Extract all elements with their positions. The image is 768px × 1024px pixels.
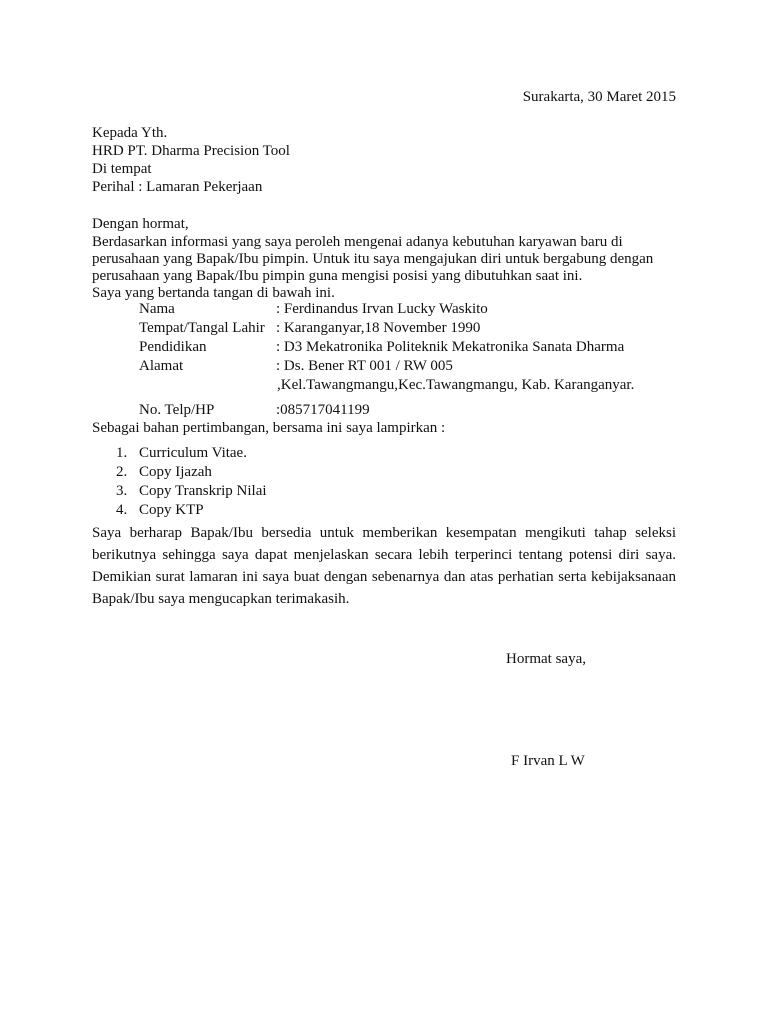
recipient-salutation: Kepada Yth.: [92, 125, 168, 141]
intro-paragraph: [92, 233, 653, 301]
recipient-company: HRD PT. Dharma Precision Tool: [92, 143, 290, 159]
field-label: Pendidikan: [139, 339, 207, 355]
list-label: Copy Transkrip Nilai: [139, 483, 267, 499]
address-continuation: ,Kel.Tawangmangu,Kec.Tawangmangu, Kab. Karanganyar.: [277, 377, 635, 393]
field-value: : Ferdinandus Irvan Lucky Waskito: [276, 301, 488, 317]
list-item: [116, 444, 267, 463]
closing-line: Demikian surat lamaran ini saya buat dengan sebenarnya dan atas perhatian serta kebijaksanaan: [92, 569, 676, 585]
intro-line: perusahaan yang Bapak/Ibu pimpin. Untuk itu saya mengajukan diri untuk bergabung dengan: [92, 251, 654, 267]
letter-subject: Perihal : Lamaran Pekerjaan: [92, 179, 263, 195]
field-row-address: [139, 357, 624, 376]
attachments-intro: Sebagai bahan pertimbangan, bersama ini saya lampirkan :: [92, 420, 446, 436]
signature-name: F Irvan L W: [511, 753, 585, 769]
field-value: : D3 Mekatronika Politeknik Mekatronika Sanata Dharma: [276, 339, 625, 355]
closing-line: Saya berharap Bapak/Ibu bersedia untuk memberikan kesempatan mengikuti tahap seleksi: [92, 525, 676, 541]
attachments-list: [116, 444, 267, 520]
field-row-phone: [139, 401, 370, 419]
list-number: 3.: [116, 483, 128, 499]
list-item: [116, 482, 267, 501]
field-row-birth: [139, 319, 624, 338]
intro-line: perusahaan yang Bapak/Ibu pimpin guna mengisi posisi yang dibutuhkan saat ini.: [92, 268, 583, 284]
list-label: Curriculum Vitae.: [139, 445, 247, 461]
field-label: No. Telp/HP: [139, 402, 215, 418]
list-number: 4.: [116, 502, 128, 518]
closing-paragraph: [92, 522, 676, 610]
field-value: : Karanganyar,18 November 1990: [276, 320, 481, 336]
closing-line: berikutnya sehingga saya dapat menjelaskan secara lebih terperinci tentang potensi diri saya.: [92, 547, 676, 563]
letter-date: Surakarta, 30 Maret 2015: [522, 89, 676, 105]
field-value: :085717041199: [276, 402, 370, 418]
list-item: [116, 501, 267, 520]
closing-line: Bapak/Ibu saya mengucapkan terimakasih.: [92, 591, 350, 607]
field-row-education: [139, 338, 624, 357]
greeting: Dengan hormat,: [92, 216, 189, 232]
field-row-name: [139, 300, 624, 319]
closing-regards: Hormat saya,: [506, 651, 586, 667]
recipient-location: Di tempat: [92, 161, 152, 177]
list-label: Copy Ijazah: [139, 464, 212, 480]
field-label: Alamat: [139, 358, 184, 374]
field-label: Nama: [139, 301, 175, 317]
recipient-block: [92, 124, 290, 196]
list-item: [116, 463, 267, 482]
intro-line: Berdasarkan informasi yang saya peroleh mengenai adanya kebutuhan karyawan baru di: [92, 234, 623, 250]
list-label: Copy KTP: [139, 502, 204, 518]
field-label: Tempat/Tangal Lahir: [139, 320, 265, 336]
intro-line: Saya yang bertanda tangan di bawah ini.: [92, 285, 335, 301]
list-number: 1.: [116, 445, 128, 461]
applicant-details: [139, 300, 624, 376]
field-value: : Ds. Bener RT 001 / RW 005: [276, 358, 453, 374]
list-number: 2.: [116, 464, 128, 480]
